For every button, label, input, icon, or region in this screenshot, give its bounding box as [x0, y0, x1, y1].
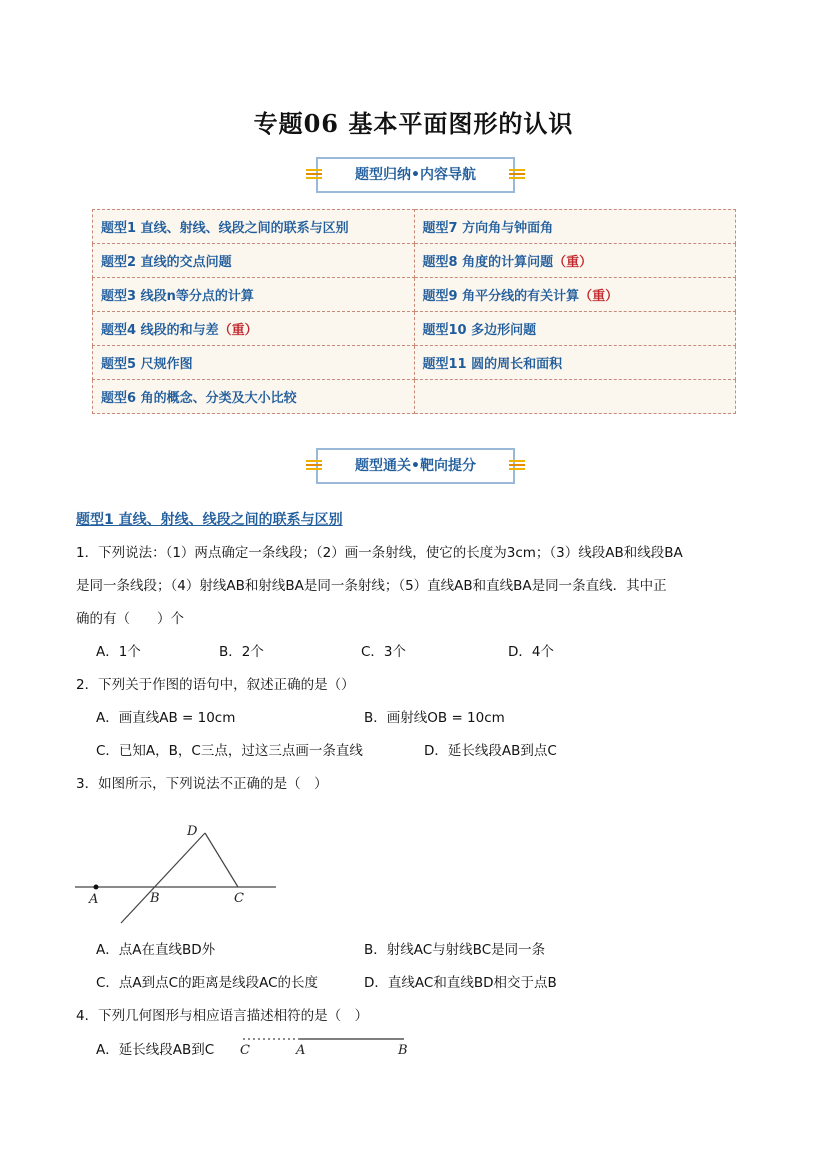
- option-c[interactable]: C．已知A，B，C三点，过这三点画一条直线: [96, 743, 363, 759]
- option-d[interactable]: D．直线AC和直线BD相交于点B: [364, 975, 557, 991]
- question-1-text: 确的有（ ）个: [76, 611, 184, 627]
- option-a[interactable]: A．画直线AB = 10cm: [96, 710, 236, 726]
- question-1-text: 是同一条线段；（4）射线AB和射线BA是同一条射线；（5）直线AB和直线BA是同一条直线．其中正: [76, 578, 667, 594]
- label-c: C: [234, 891, 244, 906]
- point-a: [94, 885, 99, 890]
- option-c[interactable]: C．点A到点C的距离是线段AC的长度: [96, 975, 319, 991]
- nav-item[interactable]: 题型11 圆的周长和面积: [414, 346, 736, 380]
- option-a[interactable]: A．延长线段AB到C: [96, 1042, 215, 1058]
- question-4-text: 4．下列几何图形与相应语言描述相符的是（ ）: [76, 1008, 369, 1024]
- nav-item[interactable]: 题型1 直线、射线、线段之间的联系与区别: [93, 210, 415, 244]
- table-row: [93, 380, 736, 414]
- label-b: B: [398, 1043, 408, 1058]
- option-b[interactable]: B．2个: [219, 644, 264, 660]
- option-a[interactable]: A．点A在直线BD外: [96, 942, 216, 958]
- topic-navigation-table: [92, 209, 736, 414]
- table-row: [93, 210, 736, 244]
- nav-item-empty: [414, 380, 736, 414]
- question-4-figure: [238, 1032, 413, 1058]
- label-a: A: [296, 1043, 306, 1058]
- nav-item[interactable]: 题型7 方向角与钟面角: [414, 210, 736, 244]
- line-bd: [121, 833, 205, 923]
- nav-item[interactable]: 题型10 多边形问题: [414, 312, 736, 346]
- label-a: A: [89, 892, 99, 907]
- option-d[interactable]: D．4个: [508, 644, 554, 660]
- banner-decoration-icon: [306, 167, 322, 181]
- option-d[interactable]: D．延长线段AB到点C: [424, 743, 557, 759]
- nav-item[interactable]: 题型3 线段n等分点的计算: [93, 278, 415, 312]
- label-b: B: [150, 891, 160, 906]
- table-row: [93, 244, 736, 278]
- nav-item[interactable]: 题型8 角度的计算问题（重）: [414, 244, 736, 278]
- banner-decoration-icon: [306, 458, 322, 472]
- option-b[interactable]: B．射线AC与射线BC是同一条: [364, 942, 546, 958]
- question-3-text: 3．如图所示，下列说法不正确的是（ ）: [76, 776, 328, 792]
- option-b[interactable]: B．画射线OB = 10cm: [364, 710, 505, 726]
- banner-decoration-icon: [509, 167, 525, 181]
- nav-item[interactable]: 题型9 角平分线的有关计算（重）: [414, 278, 736, 312]
- banner-practice: [316, 448, 515, 484]
- segment-dc: [205, 833, 238, 887]
- nav-item[interactable]: 题型6 角的概念、分类及大小比较: [93, 380, 415, 414]
- question-1-text: 1．下列说法：（1）两点确定一条线段；（2）画一条射线，使它的长度为3cm；（3）线段AB和线段BA: [76, 545, 683, 561]
- option-c[interactable]: C．3个: [361, 644, 407, 660]
- question-3-figure: [70, 815, 285, 930]
- banner-label: 题型归纳•内容导航: [355, 167, 476, 183]
- nav-item[interactable]: 题型4 线段的和与差（重）: [93, 312, 415, 346]
- option-a[interactable]: A．1个: [96, 644, 141, 660]
- banner-decoration-icon: [509, 458, 525, 472]
- label-c: C: [240, 1043, 250, 1058]
- banner-navigation: [316, 157, 515, 193]
- label-d: D: [187, 824, 198, 839]
- banner-label: 题型通关•靶向提分: [355, 458, 476, 474]
- section-heading[interactable]: 题型1 直线、射线、线段之间的联系与区别: [76, 512, 343, 528]
- nav-item[interactable]: 题型2 直线的交点问题: [93, 244, 415, 278]
- table-row: [93, 346, 736, 380]
- table-row: [93, 278, 736, 312]
- page-title: 专题06 基本平面图形的认识: [253, 109, 574, 138]
- table-row: [93, 312, 736, 346]
- question-2-text: 2．下列关于作图的语句中，叙述正确的是（）: [76, 677, 355, 693]
- nav-item[interactable]: 题型5 尺规作图: [93, 346, 415, 380]
